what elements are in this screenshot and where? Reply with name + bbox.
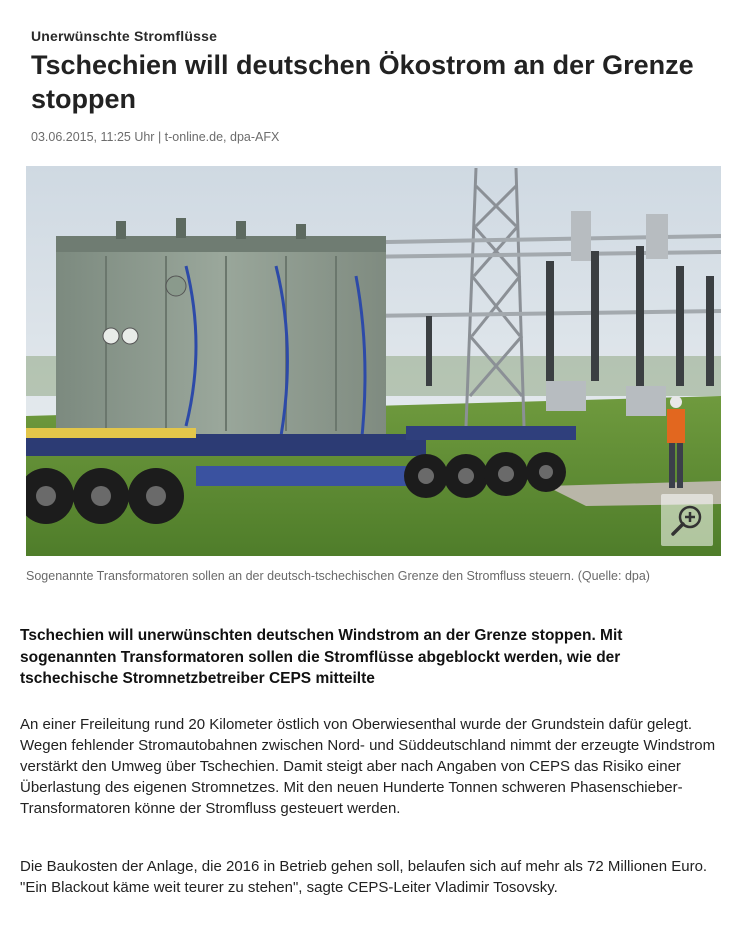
article-kicker: Unerwünschte Stromflüsse xyxy=(31,28,218,44)
photo-caption: Sogenannte Transformatoren sollen an der deutsch-tschechischen Grenze den Stromfluss steuern. (Quelle: dpa) xyxy=(26,569,650,583)
article-paragraph: An einer Freileitung rund 20 Kilometer östlich von Oberwiesenthal wurde der Grundstein dafür gelegt. Wegen fehlender Stromautobahnen zwischen Nord- und Süddeutschland nimmt der erzeugte Windstrom verstärkt den Umweg über Tschechien. Damit steigt aber nach Angaben von CEPS das Risiko einer Überlastung des eigenen Stromnetzes. Mit den neuen Hunderte Tonnen schweren Phasenschieber-Transformatoren könne der Stromfluss gesteuert werden. xyxy=(20,716,716,817)
zoom-in-icon xyxy=(670,503,704,537)
article-headline: Tschechien will deutschen Ökostrom an der Grenze stoppen xyxy=(31,50,694,114)
article-lead: Tschechien will unerwünschten deutschen Windstrom an der Grenze stoppen. Mit sogenannten Transformatoren sollen die Stromflüsse abgeblockt werden, wie der tschechische Stromnetzbetreiber CEPS mitteilte xyxy=(20,627,623,687)
transformer-photo-illustration xyxy=(26,166,721,556)
photo-zoom-button[interactable] xyxy=(661,494,713,546)
article-paragraph: Die Baukosten der Anlage, die 2016 in Betrieb gehen soll, belaufen sich auf mehr als 72 Millionen Euro. "Ein Blackout käme weit teurer zu stehen", sagte CEPS-Leiter Vladimir Tosovsky. xyxy=(20,858,708,896)
article-meta: 03.06.2015, 11:25 Uhr | t-online.de, dpa-AFX xyxy=(31,130,280,144)
article-photo[interactable] xyxy=(26,166,721,556)
